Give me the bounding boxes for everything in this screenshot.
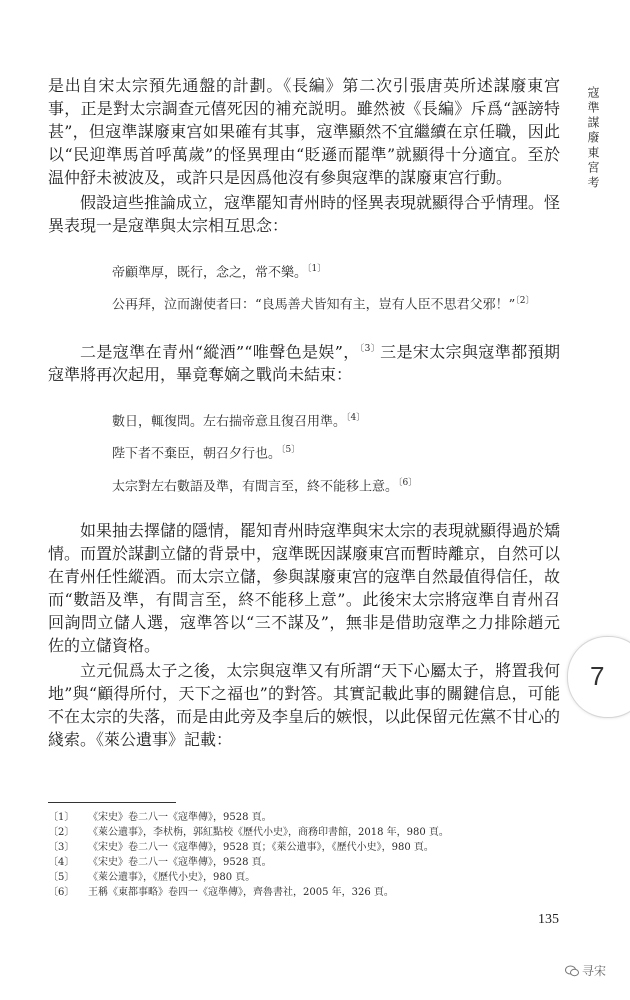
footnote-ref[interactable]: 〔5〕 <box>281 445 301 456</box>
wechat-icon <box>565 965 579 977</box>
paragraph: 如果抽去擇儲的隱情，罷知青州時寇準與宋太宗的表現就顯得過於矯情。而置於謀劃立儲的背景中，寇準既因謀廢東宫而暫時離京，自然可以在青州任性縱酒。而太宗立儲，參與謀廢東宫的寇準自然最值得信任，故而“數語及準，有間言至，終不能移上意”。此後宋太宗將寇準自青州召回詢問立儲人選，寇準答以“三不謀及”，無非是借助寇準之力排除趙元佐的立儲資格。 <box>48 520 561 655</box>
quote-line: 數日，輒復問。左右揣帝意且復召用準。$^{〔4〕}$ <box>112 412 366 430</box>
paragraph: 是出自宋太宗預先通盤的計劃。《長編》第二次引張唐英所述謀廢東宫事，正是對太宗調查元僖死因的補充説明。雖然被《長編》斥爲“誣謗特甚”，但寇準謀廢東宫如果確有其事，寇準顯然不宜繼續在京任職，因此以“民迎準馬首呼萬歲”的怪異理由“貶遜而罷準”就顯得十分適宜。至於温仲舒未被波及，或許只是因爲他沒有參與寇準的謀廢東宫行動。 <box>48 76 560 187</box>
quote-line: 陛下者不棄臣，朝召夕行也。$^{〔5〕}$ <box>112 445 301 462</box>
footnote: 〔3〕 《宋史》卷二八一《寇準傳》，9528 頁；《萊公遺事》，《歷代小史》，980 頁。 <box>48 842 434 853</box>
footnote: 〔1〕 《宋史》卷二八一《寇準傳》，9528 頁。 <box>48 812 272 823</box>
quote-line: 帝顧準厚，既行，念之，常不樂。$^{〔1〕}$ <box>112 264 327 281</box>
chapter-number: 7 <box>590 661 605 691</box>
footnote-ref[interactable]: 〔4〕 <box>346 412 366 423</box>
paragraph: 假設這些推論成立，寇準罷知青州時的怪異表現就顯得合乎情理。怪異表現一是寇準與太宗相互思念： <box>48 193 561 235</box>
running-head: 寇準謀廢東宮考 <box>586 86 600 191</box>
footnote-ref[interactable]: 〔1〕 <box>307 264 327 274</box>
quote-line: 太宗對左右數語及準，有間言至，終不能移上意。$^{〔6〕}$ <box>112 477 418 494</box>
footnote: 〔2〕 《萊公遺事》，李枤栴，郭紅點校《歷代小史》，商務印書館，2018 年，980 頁。 <box>48 827 449 838</box>
watermark: 寻宋 <box>565 962 606 979</box>
page-number: 135 <box>538 912 559 927</box>
quote-block <box>48 255 560 320</box>
footnote-ref[interactable]: 〔6〕 <box>398 477 418 488</box>
footnote: 〔5〕 《萊公遺事》，《歷代小史》，980 頁。 <box>48 872 256 883</box>
footnote: 〔4〕 《宋史》卷二八一《寇準傳》，9528 頁。 <box>48 857 272 868</box>
chapter-tab <box>567 636 630 718</box>
footnotes <box>48 810 568 900</box>
footnote-divider <box>48 802 176 803</box>
quote-block <box>48 404 560 501</box>
main-text <box>48 74 560 751</box>
paragraph: 二是寇準在青州“縱酒”“唯聲色是娱”，$^{〔3〕}$三是宋太宗與寇準都預期寇準將再次起用，畢竟奪嫡之戰尚未結束： <box>48 341 560 384</box>
footnote-ref[interactable]: 〔3〕 <box>359 343 381 354</box>
footnote: 〔6〕 王稱《東都事略》卷四一《寇準傳》，齊魯書社，2005 年，326 頁。 <box>48 887 394 898</box>
paragraph: 立元侃爲太子之後，太宗與寇準又有所謂“天下心屬太子，將置我何地”與“顧得所付，天下之福也”的對答。其實記載此事的關鍵信息，可能不在太宗的失落，而是由此旁及李皇后的嫉恨，以此保留元佐黨不甘心的綫索。《萊公遺事》記載： <box>48 660 561 749</box>
quote-line: 公再拜，泣而謝使者曰：“良馬善犬皆知有主，豈有人臣不思君父邪！”$^{〔2〕}$ <box>112 296 535 313</box>
footnote-ref[interactable]: 〔2〕 <box>515 296 535 307</box>
